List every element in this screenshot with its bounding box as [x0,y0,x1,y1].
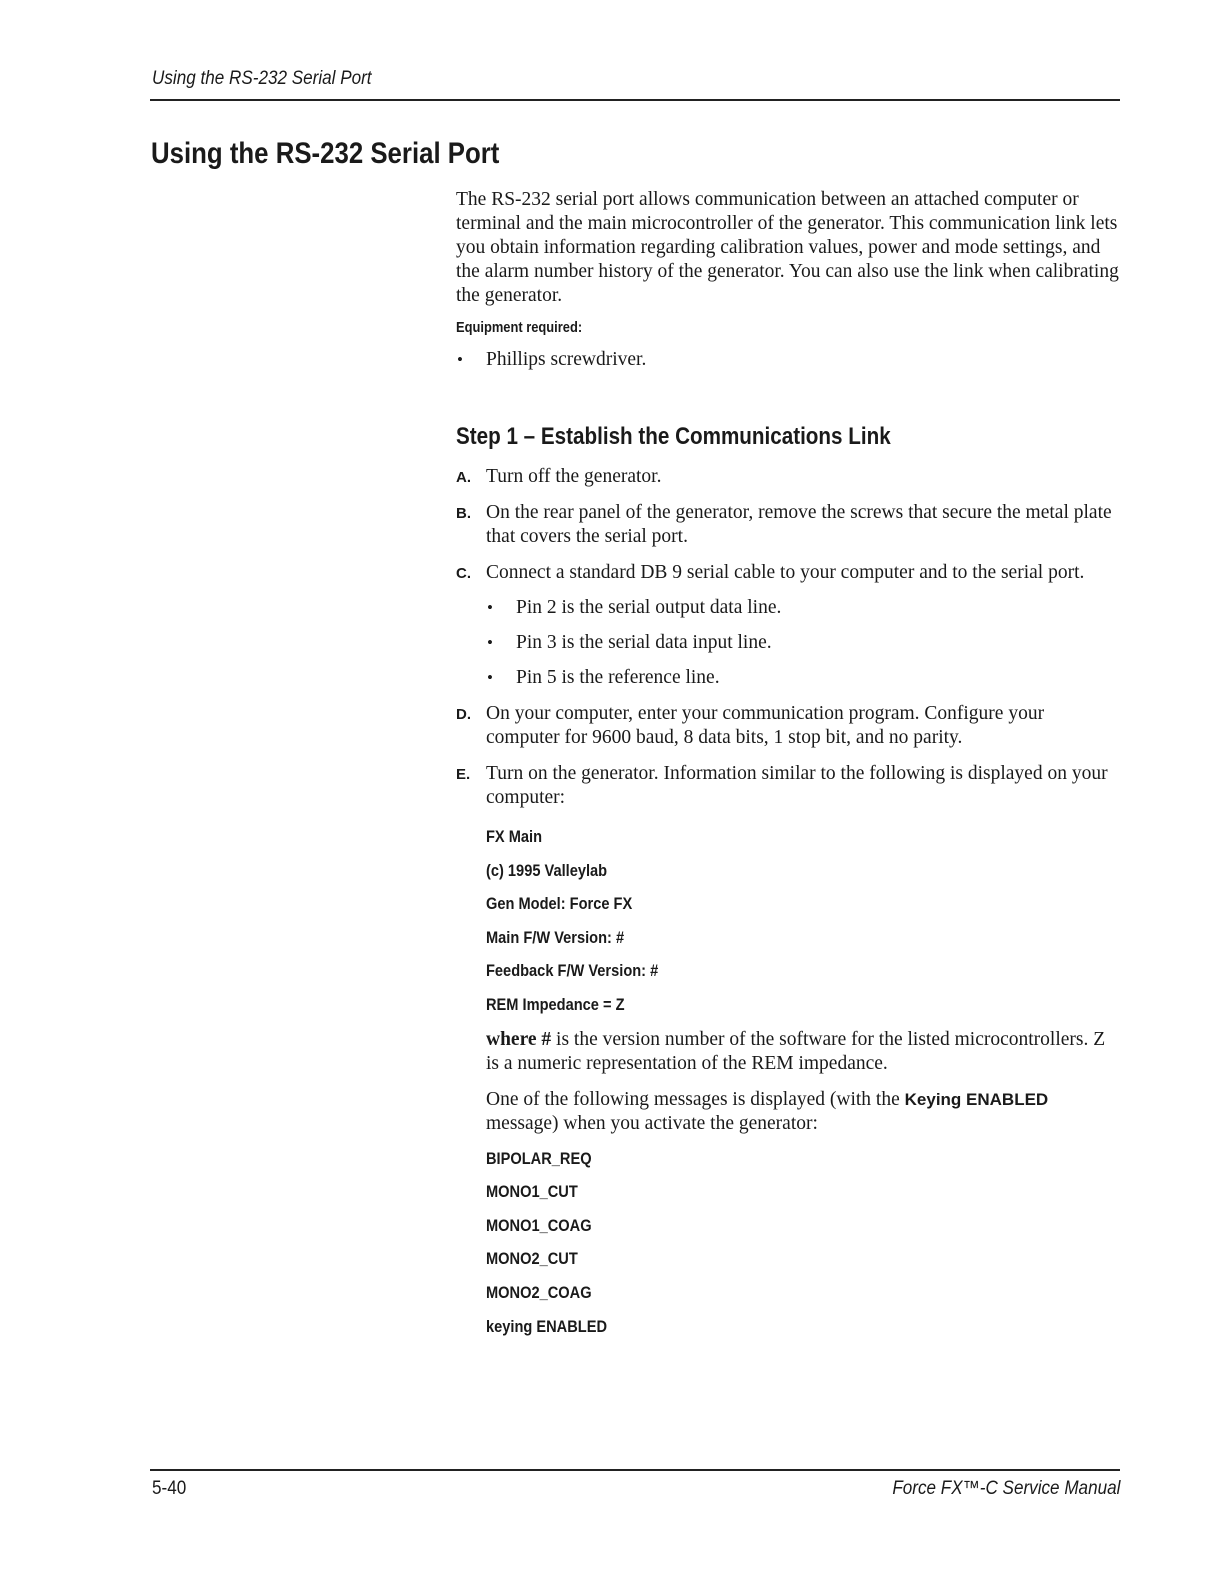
display-line: REM Impedance = Z [486,994,625,1014]
list-item: • Phillips screwdriver. [456,348,1121,372]
step-letter: B. [456,505,471,522]
step-heading: Step 1 – Establish the Communications Link [456,423,891,450]
message-line: BIPOLAR_REQ [486,1148,592,1168]
message-line: MONO1_CUT [486,1182,578,1202]
page-title: Using the RS-232 Serial Port [151,137,500,170]
equipment-list [456,348,1121,372]
step-text: Connect a standard DB 9 serial cable to your computer and to the serial port. [486,562,1085,583]
pin-list [486,596,1121,690]
step-letter: E. [456,766,471,783]
keying-keyword: Keying ENABLED [904,1089,1049,1109]
running-header [152,68,396,90]
message-list [486,1144,1121,1346]
main-content [456,188,1121,1345]
page-number: 5-40 [152,1478,187,1499]
note-text: is the version number of the software for the listed microcontrollers. Z is a numeric representation of the REM impedance. [486,1028,1106,1074]
list-item: • Pin 3 is the serial data input line. [486,631,1121,655]
display-line: Gen Model: Force FX [486,894,633,914]
step-text: On the rear panel of the generator, remove the screws that secure the metal plate that covers the serial port. [486,502,1112,547]
step-text: Turn off the generator. [486,466,662,487]
step-text: Turn on the generator. Information similar to the following is displayed on your computer: [486,763,1108,808]
message-line: MONO2_COAG [486,1282,592,1302]
step-c [456,561,1121,690]
header-rule [150,99,1120,101]
step-text: On your computer, enter your communication program. Configure your computer for 9600 baud, 8 data bits, 1 stop bit, and no parity. [486,703,1045,748]
step-e [456,762,1121,810]
display-line: Feedback F/W Version: # [486,961,659,981]
equipment-label: Equipment required: [456,319,583,336]
step-d [456,702,1121,750]
message-line: keying ENABLED [486,1316,608,1336]
step-letter: A. [456,469,471,486]
display-line: Main F/W Version: # [486,927,625,947]
message-line: MONO2_CUT [486,1249,578,1269]
manual-title: Force FX™-C Service Manual [891,1478,1120,1499]
step-letter: D. [456,706,471,723]
step-list [456,465,1121,810]
running-header-text: Using the RS-232 Serial Port [152,68,372,89]
note-paragraph [456,1028,1121,1076]
intro-paragraph: The RS-232 serial port allows communication between an attached computer or terminal and the main microcontroller of the generator. This communication link lets you obtain information regarding calibration values, power and mode settings, and the alarm number history of the generator. You can also use the link when calibrating the generator. [456,189,1119,306]
message-line: MONO1_COAG [486,1215,592,1235]
footer-rule [150,1469,1120,1471]
note-bold: where # [486,1028,552,1050]
list-item: • Pin 5 is the reference line. [486,666,1121,690]
messages-intro: One of the following messages is displayed (with the Keying ENABLED message) when you activate the generator: [486,1088,1049,1134]
step-letter: C. [456,565,471,582]
step-a [456,465,1121,489]
display-output [486,822,1121,1024]
display-line: FX Main [486,827,543,846]
list-item: • Pin 2 is the serial output data line. [486,596,1121,620]
display-line: (c) 1995 Valleylab [486,860,608,880]
step-b [456,501,1121,549]
